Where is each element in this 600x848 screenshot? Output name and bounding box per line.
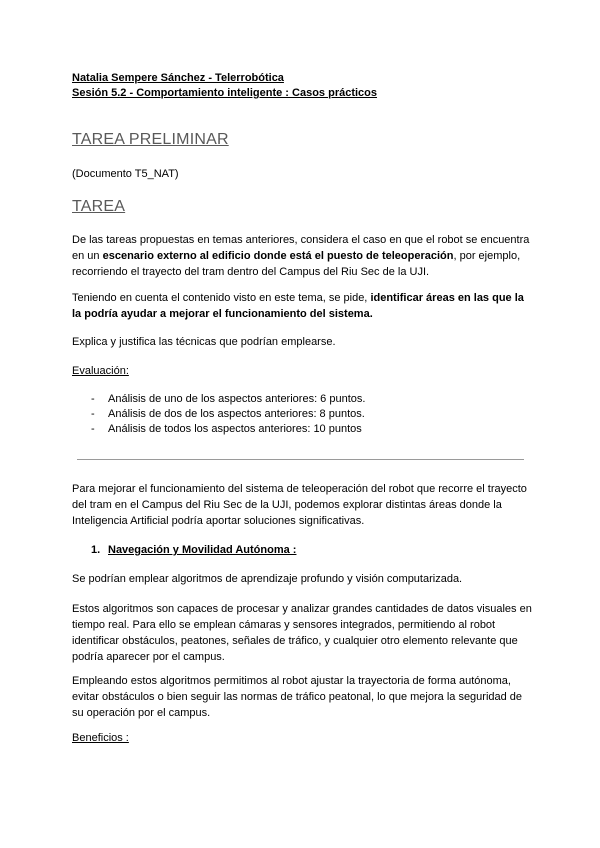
header-session-line: Sesión 5.2 - Comportamiento inteligente : Casos prácticos [72, 87, 378, 99]
paragraph-algorithms: Se podrían emplear algoritmos de aprendizaje profundo y visión computarizada. [72, 573, 463, 585]
section-title-navegacion: Navegación y Movilidad Autónoma : [108, 544, 297, 556]
document-reference: (Documento T5_NAT) [72, 168, 179, 180]
list-bullet-dash: - [91, 393, 95, 405]
task-context-text-2: , por ejemplo, recorriendo el trayecto del tram dentro del Campus del Riu Sec de la UJI. [72, 250, 521, 278]
paragraph-algorithms-detail: Estos algoritmos son capaces de procesar y analizar grandes cantidades de datos visuales en tiempo real. Para ello se emplean cámaras y sensores integrados, permitiendo al robot identificar obstáculos, peatones, señales de tráfico, y cualquier otro elemento relevante que podría aparecer por el campus. [72, 603, 532, 663]
evaluacion-item-3: Análisis de todos los aspectos anteriores: 10 puntos [108, 423, 362, 435]
heading-tarea: TAREA [72, 198, 126, 215]
beneficios-label: Beneficios : [72, 732, 129, 744]
paragraph-explain: Explica y justifica las técnicas que podrían emplearse. [72, 336, 336, 348]
heading-tarea-preliminar: TAREA PRELIMINAR [72, 131, 229, 148]
header-author-line: Natalia Sempere Sánchez - Telerrobótica [72, 72, 284, 84]
evaluacion-item-1: Análisis de uno de los aspectos anteriores: 6 puntos. [108, 393, 366, 405]
paragraph-task-request [72, 290, 532, 322]
evaluacion-label: Evaluación: [72, 365, 129, 377]
task-context-bold: escenario externo al edificio donde está el puesto de teleoperación [102, 250, 454, 262]
paragraph-task-context [72, 232, 532, 280]
evaluacion-item-2: Análisis de dos de los aspectos anteriores: 8 puntos. [108, 408, 365, 420]
task-request-bold: identificar áreas en las que la la podría ayudar a mejorar el funcionamiento del sistema. [72, 292, 524, 320]
list-bullet-dash: - [91, 423, 95, 435]
list-bullet-dash: - [91, 408, 95, 420]
task-request-text: Teniendo en cuenta el contenido visto en este tema, se pide, [72, 292, 371, 304]
section-number: 1. [91, 544, 101, 556]
horizontal-divider [77, 459, 524, 460]
task-context-text-1: De las tareas propuestas en temas anteriores, considera el caso en que el robot se encuentra en un [72, 234, 530, 262]
paragraph-trajectory: Empleando estos algoritmos permitimos al robot ajustar la trayectoria de forma autónoma, evitar obstáculos o bien seguir las normas de tráfico peatonal, lo que mejora la seguridad de su operación por el campus. [72, 675, 523, 719]
paragraph-intro: Para mejorar el funcionamiento del sistema de teleoperación del robot que recorre el trayecto del tram en el Campus del Riu Sec de la UJI, podemos explorar distintas áreas donde la Inteligencia Artificial podría aportar soluciones significativas. [72, 483, 527, 527]
